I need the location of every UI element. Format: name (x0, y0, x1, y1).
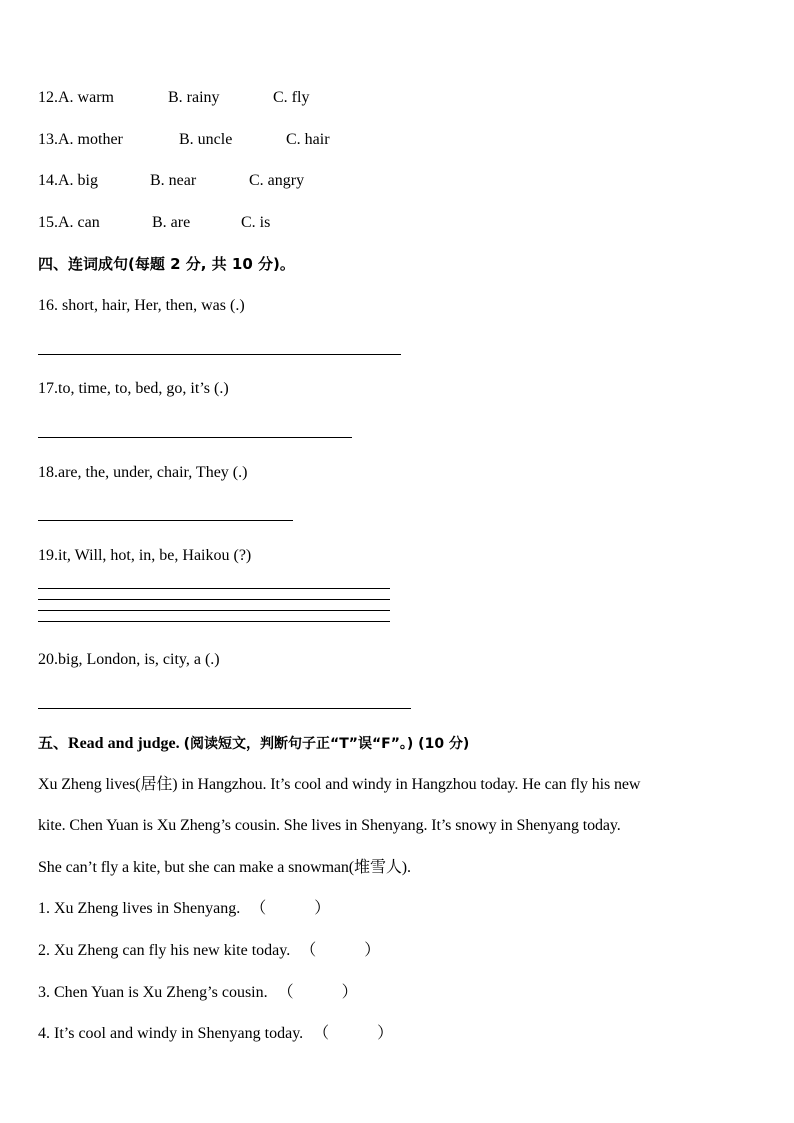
question-text: 1. Xu Zheng lives in Shenyang. (38, 900, 241, 917)
question-number: 18. (38, 464, 58, 481)
option-c: C. hair (286, 131, 330, 148)
option-b: B. uncle (179, 131, 233, 148)
question-number: 15. (38, 214, 58, 231)
answer-line[interactable] (38, 621, 390, 622)
judge-question-1 (38, 899, 330, 919)
question-14 (38, 171, 304, 191)
option-a: A. can (58, 214, 100, 231)
question-number: 17. (38, 380, 58, 397)
question-15 (38, 213, 270, 233)
word-list: to, time, to, bed, go, it’s (.) (58, 380, 229, 397)
word-list: big, London, is, city, a (.) (58, 651, 220, 668)
option-c: C. angry (249, 172, 305, 189)
answer-line[interactable] (38, 708, 411, 709)
word-list: it, Will, hot, in, be, Haikou (?) (58, 547, 252, 564)
question-number: 16. (38, 297, 58, 314)
question-number: 14. (38, 172, 58, 189)
sentence-item-20 (38, 650, 220, 670)
option-a: A. warm (58, 89, 114, 106)
answer-blank[interactable]: （ ） (250, 900, 331, 917)
question-text: 2. Xu Zheng can fly his new kite today. (38, 942, 291, 959)
passage-line: She can’t fly a kite, but she can make a snowman(堆雪人). (38, 859, 411, 876)
question-text: 3. Chen Yuan is Xu Zheng’s cousin. (38, 984, 268, 1001)
option-c: C. fly (273, 89, 310, 106)
option-a: A. big (58, 172, 98, 189)
word-list: short, hair, Her, then, was (.) (58, 297, 245, 314)
answer-blank[interactable]: （ ） (277, 984, 358, 1001)
option-b: B. near (150, 172, 197, 189)
answer-line[interactable] (38, 520, 293, 521)
section-5-instructions: (阅读短文，判断句子正“T”误“F”。) (10 分) (183, 736, 470, 752)
sentence-item-16 (38, 296, 245, 316)
section-5-number: 五、 (38, 734, 69, 752)
word-list: are, the, under, chair, They (.) (58, 464, 248, 481)
judge-question-3 (38, 983, 358, 1003)
answer-blank[interactable]: （ ） (300, 942, 381, 959)
answer-line[interactable] (38, 354, 401, 355)
section-4-heading: 四、连词成句(每题 2 分, 共 10 分)。 (38, 255, 295, 273)
question-number: 19. (38, 547, 58, 564)
sentence-item-19 (38, 546, 251, 566)
answer-line[interactable] (38, 610, 390, 611)
answer-line[interactable] (38, 437, 352, 438)
question-number: 13. (38, 131, 58, 148)
passage-line: kite. Chen Yuan is Xu Zheng’s cousin. She lives in Shenyang. It’s snowy in Shenyang today. (38, 817, 621, 834)
sentence-item-17 (38, 379, 229, 399)
judge-question-4 (38, 1024, 393, 1044)
question-number: 12. (38, 89, 58, 106)
judge-question-2 (38, 941, 380, 961)
option-c: C. is (241, 214, 271, 231)
question-number: 20. (38, 651, 58, 668)
passage-line: Xu Zheng lives(居住) in Hangzhou. It’s cool and windy in Hangzhou today. He can fly his new (38, 776, 641, 793)
option-b: B. are (152, 214, 191, 231)
question-12 (38, 88, 309, 108)
question-text: 4. It’s cool and windy in Shenyang today. (38, 1025, 304, 1042)
answer-line[interactable] (38, 588, 390, 589)
answer-line[interactable] (38, 599, 390, 600)
section-5-title: Read and judge. (68, 735, 184, 752)
option-a: A. mother (58, 131, 123, 148)
section-5-heading (38, 733, 469, 754)
question-13 (38, 130, 330, 150)
sentence-item-18 (38, 463, 247, 483)
answer-blank[interactable]: （ ） (313, 1025, 394, 1042)
option-b: B. rainy (168, 89, 220, 106)
